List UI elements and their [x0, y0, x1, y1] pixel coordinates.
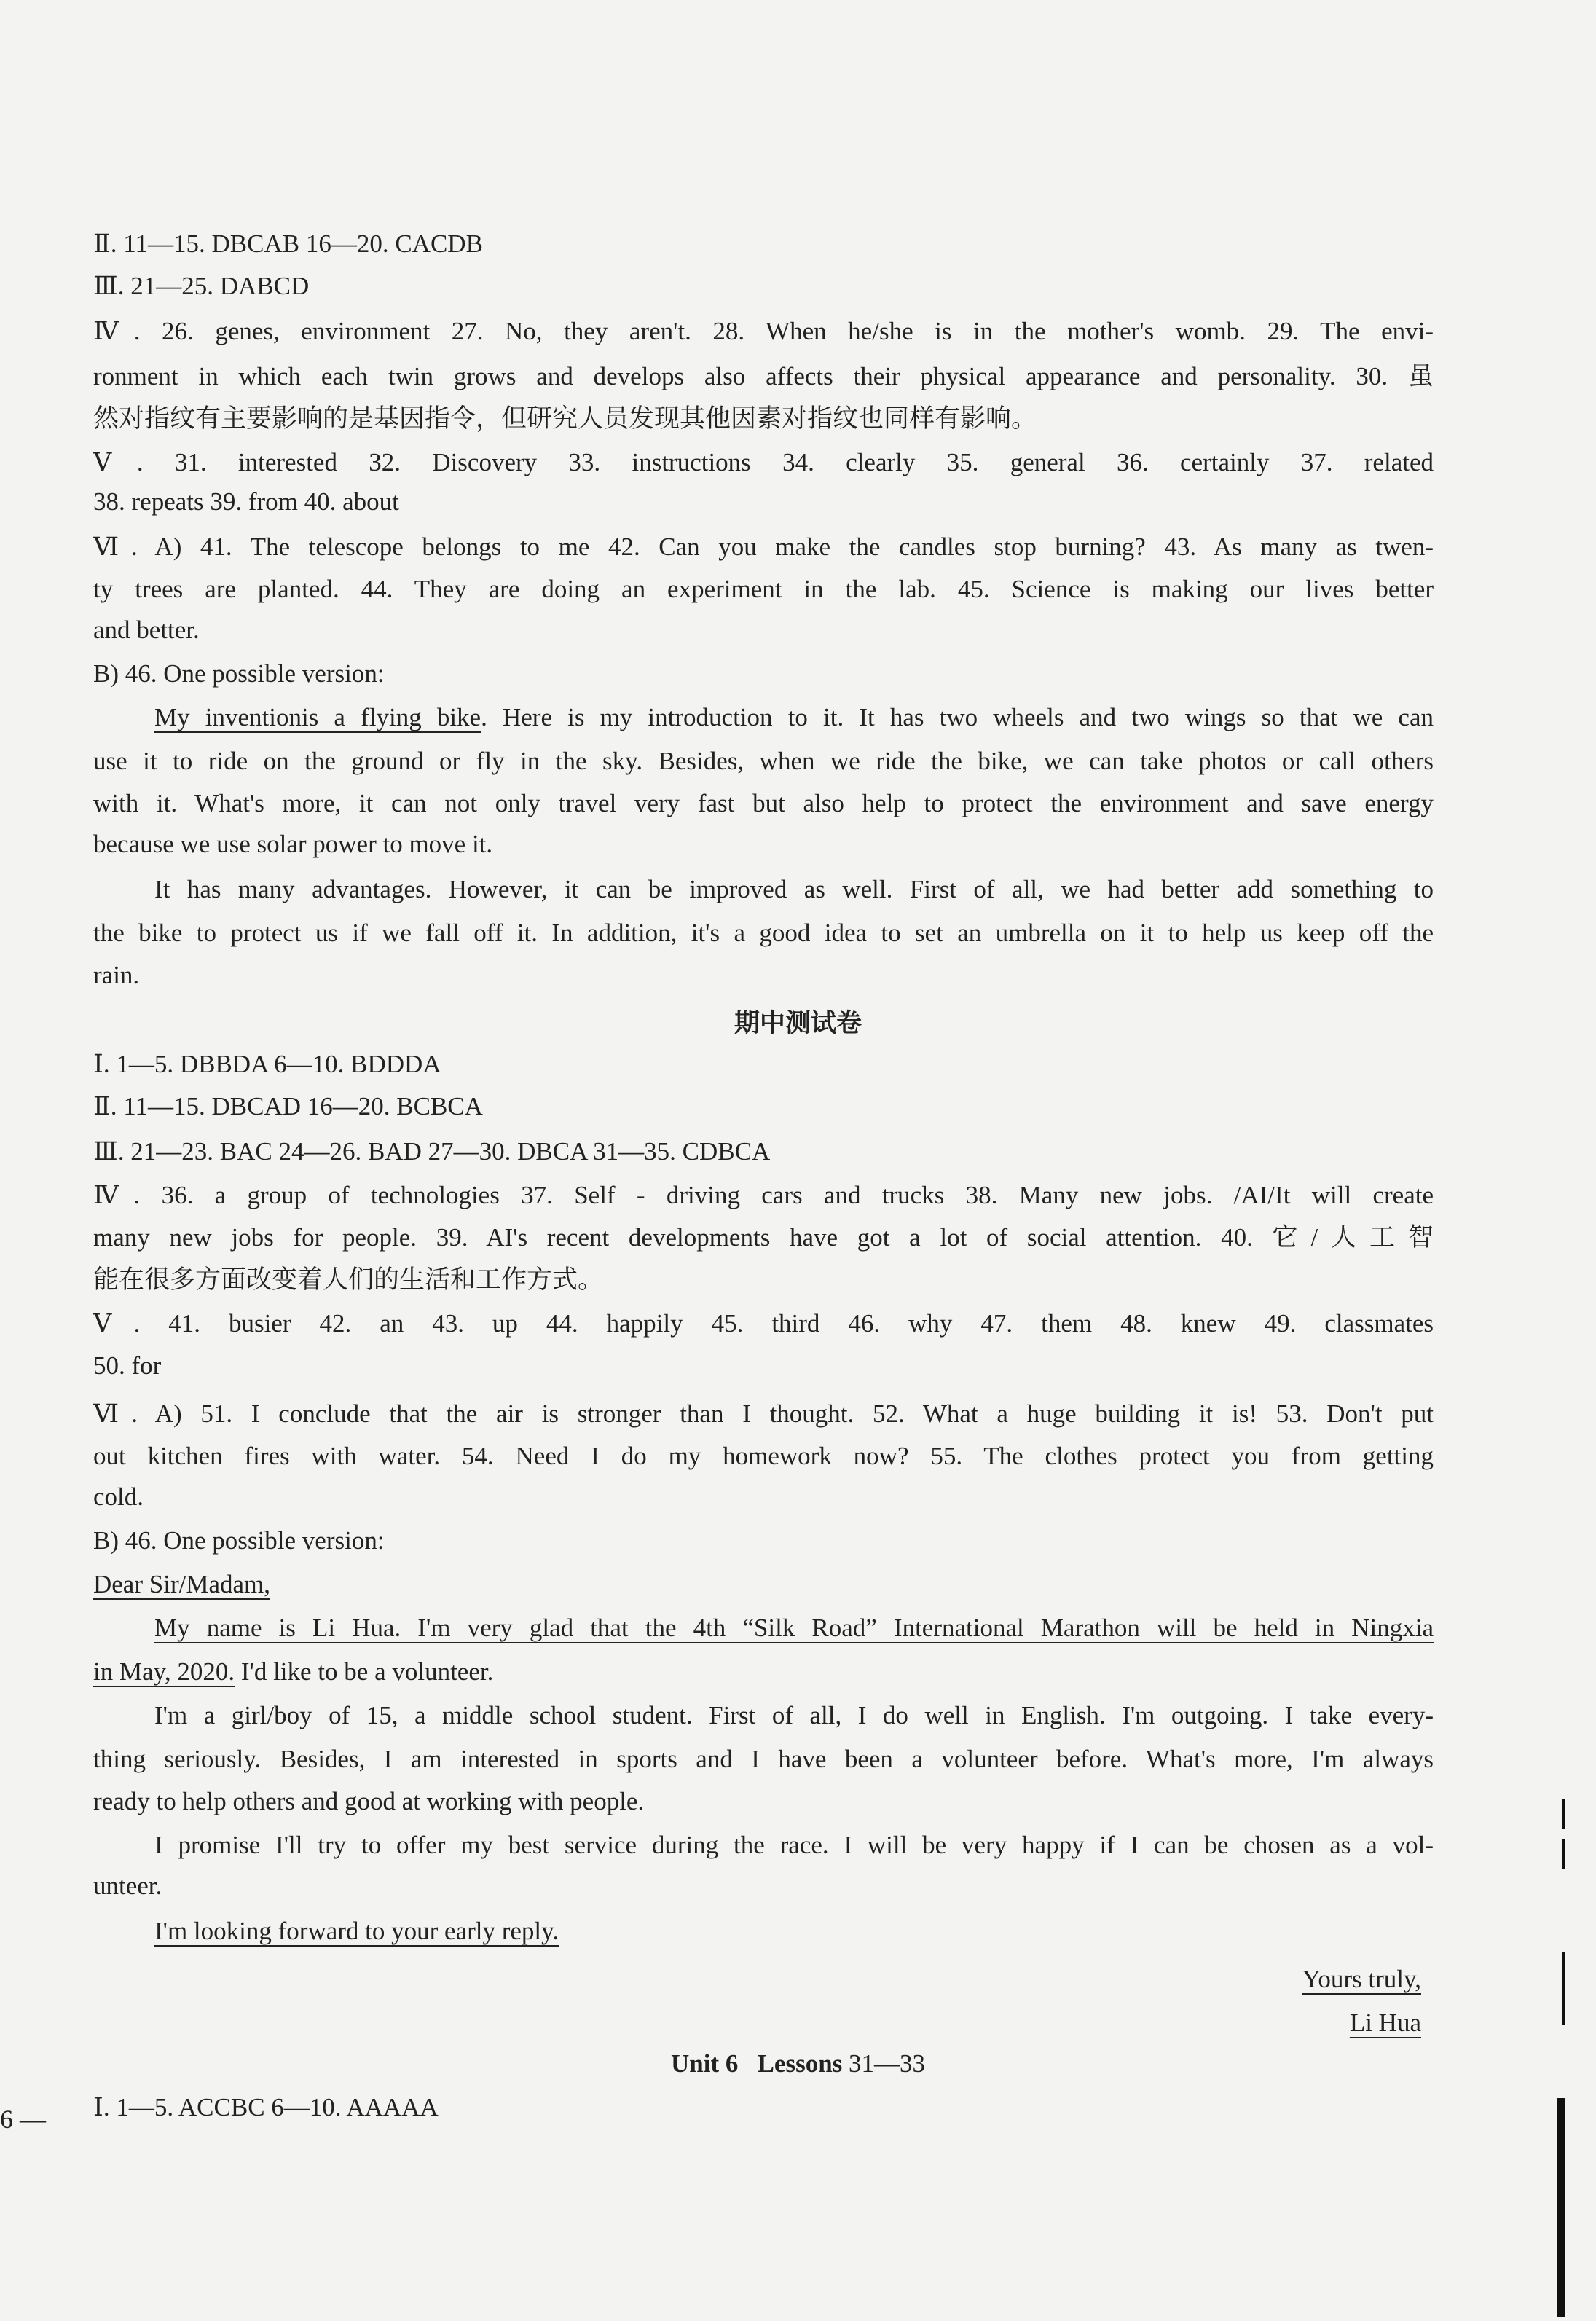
- answer-line: cold.: [93, 1482, 144, 1511]
- letter-line: I promise I'll try to offer my best service during the race. I will be very happy if I can be chosen as a vol-: [154, 1831, 1434, 1859]
- answer-line: 能在很多方面改变着人们的生活和工作方式。: [93, 1265, 604, 1294]
- answer-line: Ⅱ. 11—15. DBCAB 16—20. CACDB: [93, 229, 483, 258]
- letter-salutation: Dear Sir/Madam,: [93, 1570, 270, 1598]
- essay-line: because we use solar power to move it.: [93, 830, 493, 858]
- sign-off: Yours truly,: [1302, 1965, 1421, 1993]
- answer-line: Ⅳ. 36. a group of technologies 37. Self - driving cars and trucks 38. Many new jobs. /AI/It will create: [93, 1181, 1434, 1209]
- answer-line: Ⅰ. 1—5. ACCBC 6—10. AAAAA: [93, 2093, 439, 2121]
- essay-underlined: My inventionis a flying bike: [154, 703, 481, 731]
- answer-line: Ⅲ. 21—25. DABCD: [93, 272, 310, 300]
- letter-line: I'm a girl/boy of 15, a middle school student. First of all, I do well in English. I'm outgoing. I take every-: [154, 1701, 1434, 1729]
- answer-line: Ⅱ. 11—15. DBCAD 16—20. BCBCA: [93, 1092, 483, 1120]
- answer-line: many new jobs for people. 39. AI's recent developments have got a lot of social attention. 40. 它/人工智: [93, 1223, 1434, 1252]
- answer-line: ty trees are planted. 44. They are doing an experiment in the lab. 45. Science is making our lives better: [93, 575, 1434, 603]
- scan-edge-mark: [1562, 1952, 1565, 2025]
- answer-line: Ⅳ. 26. genes, environment 27. No, they aren't. 28. When he/she is in the mother's womb. 29. The envi-: [93, 317, 1434, 345]
- letter-closing: I'm looking forward to your early reply.: [154, 1917, 559, 1945]
- unit-heading: Unit 6 Lessons 31—33: [670, 2049, 926, 2078]
- answer-line: Ⅴ. 41. busier 42. an 43. up 44. happily 45. third 46. why 47. them 48. knew 49. classmates: [93, 1309, 1434, 1338]
- answer-line: ronment in which each twin grows and develops also affects their physical appearance and personality. 30. 虽: [93, 362, 1434, 390]
- answer-line: 然对指纹有主要影响的是基因指令，但研究人员发现其他因素对指纹也同样有影响。: [93, 404, 1037, 433]
- answer-line: Ⅲ. 21—23. BAC 24—26. BAD 27—30. DBCA 31—35. CDBCA: [93, 1137, 771, 1166]
- page-number: 6 —: [0, 2105, 46, 2134]
- letter-line: My name is Li Hua. I'm very glad that the 4th “Silk Road” International Marathon will be held in Ningxia: [154, 1614, 1434, 1642]
- essay-line-rest: . Here is my introduction to it. It has two wheels and two wings so that we can: [481, 703, 1434, 731]
- answer-line: out kitchen fires with water. 54. Need I do my homework now? 55. The clothes protect you from getting: [93, 1442, 1434, 1470]
- essay-line: the bike to protect us if we fall off it. In addition, it's a good idea to set an umbrella on it to help us keep off the: [93, 919, 1434, 947]
- signature: Li Hua: [1349, 2008, 1421, 2037]
- scan-edge-mark: [1557, 2098, 1565, 2317]
- letter-line: unteer.: [93, 1872, 162, 1900]
- essay-line: It has many advantages. However, it can be improved as well. First of all, we had better add something to: [154, 875, 1434, 903]
- answer-line: 38. repeats 39. from 40. about: [93, 487, 399, 516]
- answer-line: Ⅵ. A) 51. I conclude that the air is stronger than I thought. 52. What a huge building it is! 53. Don't put: [93, 1399, 1434, 1428]
- answer-line: B) 46. One possible version:: [93, 659, 385, 688]
- letter-line: in May, 2020. I'd like to be a volunteer.: [93, 1657, 494, 1686]
- section-title: 期中测试卷: [734, 1009, 862, 1037]
- scan-edge-mark: [1562, 1799, 1565, 1829]
- letter-line: thing seriously. Besides, I am interested in sports and I have been a volunteer before. What's more, I'm always: [93, 1745, 1434, 1773]
- essay-line: with it. What's more, it can not only travel very fast but also help to protect the environment and save energy: [93, 789, 1434, 817]
- answer-line: Ⅴ. 31. interested 32. Discovery 33. instructions 34. clearly 35. general 36. certainly 37. related: [93, 448, 1434, 476]
- scan-edge-mark: [1562, 1839, 1565, 1869]
- answer-line: Ⅵ. A) 41. The telescope belongs to me 42. Can you make the candles stop burning? 43. As many as twen-: [93, 533, 1434, 561]
- answer-line: and better.: [93, 616, 200, 644]
- essay-line: [154, 701, 1434, 734]
- answer-line: Ⅰ. 1—5. DBBDA 6—10. BDDDA: [93, 1050, 441, 1078]
- essay-line: use it to ride on the ground or fly in the sky. Besides, when we ride the bike, we can take photos or call others: [93, 747, 1434, 775]
- answer-line: 50. for: [93, 1351, 162, 1380]
- answer-line: B) 46. One possible version:: [93, 1526, 385, 1555]
- essay-line: rain.: [93, 961, 140, 989]
- letter-line: ready to help others and good at working with people.: [93, 1787, 645, 1815]
